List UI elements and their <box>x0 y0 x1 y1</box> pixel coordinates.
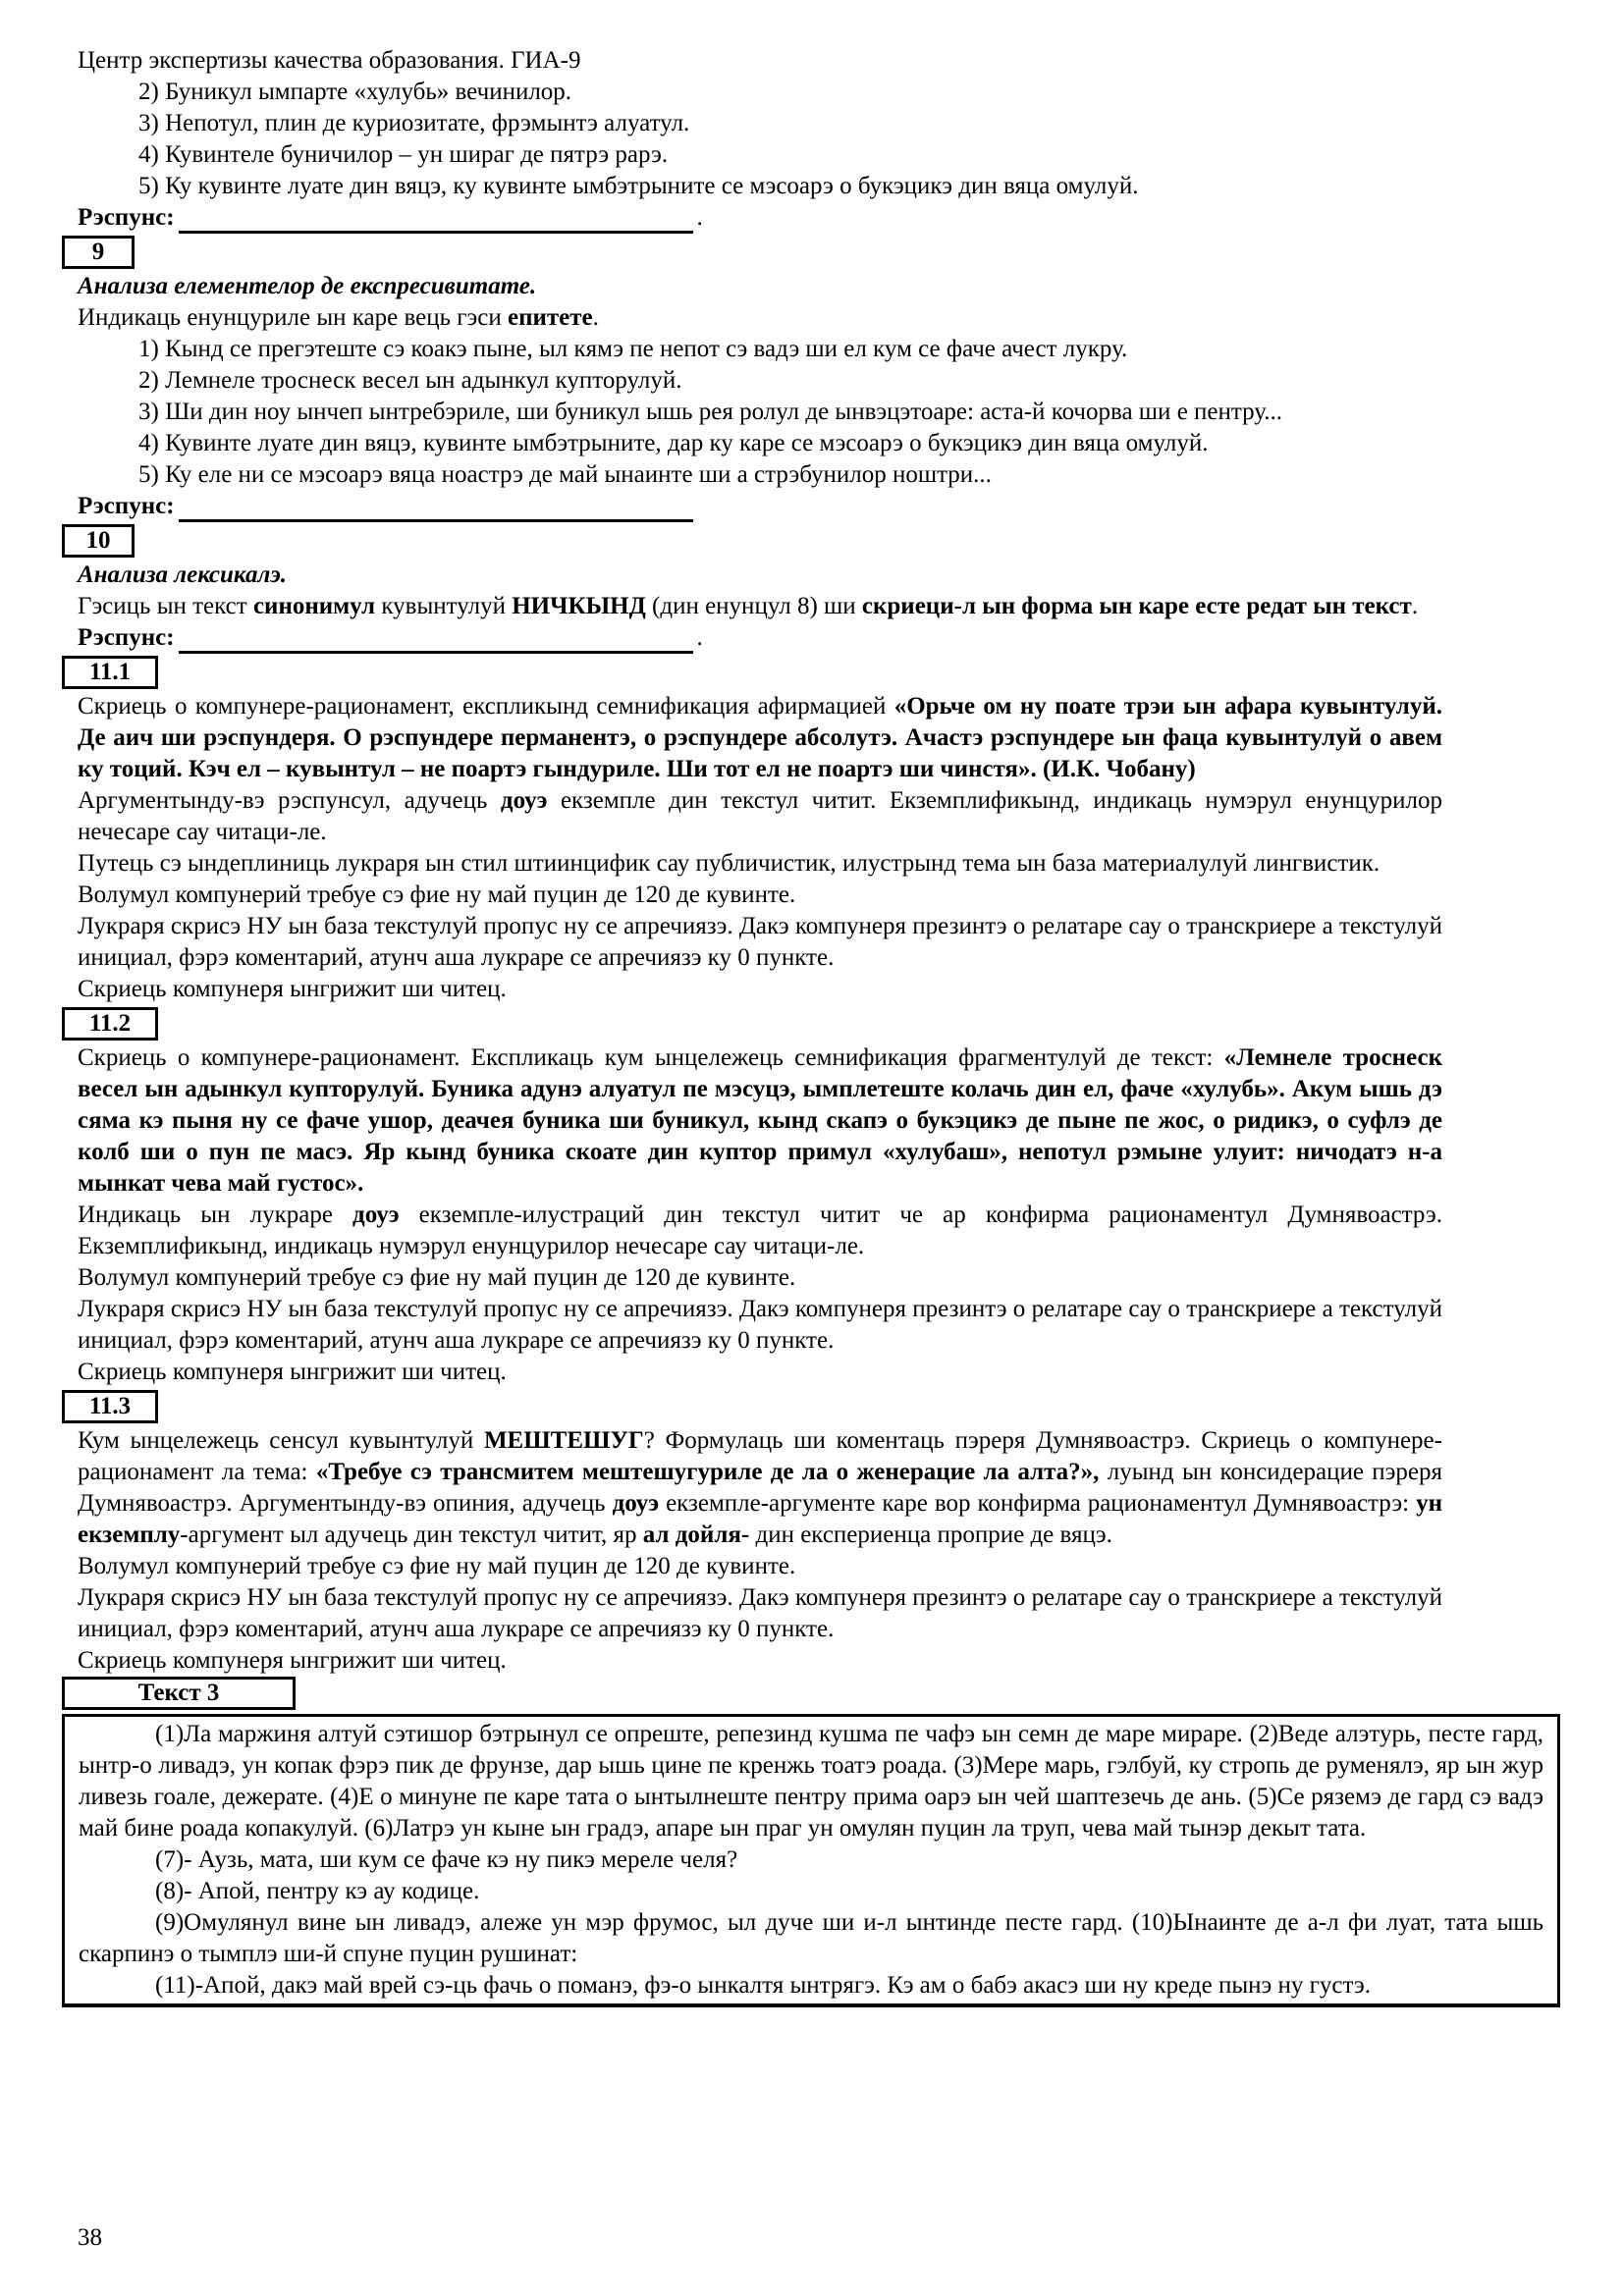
quote: «Лемнеле троснеск весел ын адынкул купторулуй. Буника адунэ алуатул пе мэсуцэ, ымплетеште колачь дин ел, фаче «хулубь». Акум ышь дэ сяма кэ пыня ну се фаче ушор, деачея буника ши буникул, кынд скапэ о букэцикэ де пыне пе жос, о ридикэ, о суфлэ де колб ши о пун пе масэ. Яр кынд буника скоате дин куптор примул «хулубаш», непотул рэмыне улуит: ничодатэ н-а мынкат чева май густос». <box>78 1044 1442 1197</box>
quote: «Орьче ом ну поате трэи ын афара кувынтулуй. Де аич ши рэспундеря. О рэспундере перманентэ, о рэспундере абсолутэ. Ачастэ рэспундере ын фаца кувынтулуй о авем ку тоций. Кэч ел – кувынтул – не поартэ гындуриле. Ши тот ел не поартэ ши чинстя». (И.К. Чобану) <box>78 693 1442 782</box>
task-prompt: Скриець о компунере-рационамент, експликынд семнификация афирмацией «Орьче ом ну поате трэи ын афара кувынтулуй. Де аич ши рэспундеря. О рэспундере перманентэ, о рэспундере абсолутэ. Ачастэ рэспундере ын фаца кувынтулуй о авем ку тоций. Кэч ел – кувынтул – не поартэ гындуриле. Ши тот ел не поартэ ши чинстя». (И.К. Чобану) <box>78 693 1442 782</box>
text3-box <box>62 1714 1560 2007</box>
task-paragraph: Путець сэ ындеплиниць лукраря ын стил штиинцифик сау публичистик, илустрынд тема ын база материалулуй лингвистик. <box>78 850 1380 877</box>
option-item: 3) Непотул, плин де куриозитате, фрэмынтэ алуатул. <box>138 110 690 136</box>
text3-paragraph: (9)Омулянул вине ын ливадэ, алеже ун мэр фрумос, ыл дуче ши и-л ынтинде песте гард. (10)Ынаинте де а-л фи луат, тата ышь скарпинэ о тымплэ ши-й спуне пуцин рушинат: <box>79 1909 1543 1967</box>
task8-options <box>78 77 1442 202</box>
text3-label: Текст 3 <box>62 1677 296 1710</box>
task10-answer: Рэспунс: . <box>78 622 1442 654</box>
task9-options <box>78 334 1442 491</box>
text3-paragraph: (8)- Апой, пентру кэ ау кодице. <box>155 1878 480 1904</box>
task-paragraph: Лукраря скрисэ НУ ын база текстулуй пропус ну се апречиязэ. Дакэ компунеря презинтэ о релатаре сау о транскриере а текстулуй инициал, фэрэ коментарий, атунч аша лукраре се апречиязэ ку 0 пункте. <box>78 1296 1442 1354</box>
option-item: 5) Ку еле ни се мэсоарэ вяца ноастрэ де май ынаинте ши а стрэбунилор ноштри... <box>138 461 992 488</box>
option-item: 3) Ши дин ноу ынчеп ынтребэриле, ши буникул ышь рея ролул де ынвэцэтоаре: аста-й кочорва ши е пентру... <box>138 399 1283 425</box>
task-number-box: 10 <box>62 524 135 558</box>
option-item: 5) Ку кувинте луате дин вяцэ, ку кувинте ымбэтрыните се мэсоарэ о букэцикэ дин вяца омулуй. <box>138 173 1139 199</box>
task-number-box: 9 <box>62 236 135 269</box>
task-paragraph: Скриець компунеря ынгрижит ши читец. <box>78 1359 507 1385</box>
task-paragraph: Волумул компунерий требуе сэ фие ну май пуцин де 120 де кувинте. <box>78 881 796 908</box>
task-instruction: Гэсиць ын текст синонимул кувынтулуй НИЧКЫНД (дин енунцул 8) ши скриеци-л ын форма ын каре есте редат ын текст. <box>78 593 1419 619</box>
page-header: Центр экспертизы качества образования. ГИА-9 <box>78 47 581 74</box>
answer-label: Рэспунс: <box>78 204 175 231</box>
option-item: 4) Кувинтеле буничилор – ун шираг де пятрэ рарэ. <box>138 141 669 168</box>
task9-answer <box>78 491 1442 522</box>
task-paragraph: Индикаць ын лукраре доуэ екземпле-илустраций дин текстул читит че ар конфирма рационаментул Думнявоастрэ. Екземплификынд, индикаць нумэрул енунцурилор нечесаре сау читаци-ле. <box>78 1201 1442 1259</box>
task-paragraph: Скриець компунеря ынгрижит ши читец. <box>78 1647 507 1674</box>
task-heading: Анализа елементелор де експресивитате. <box>78 273 537 299</box>
answer-blank[interactable] <box>179 498 693 522</box>
task-instruction: Индикаць енунцуриле ын каре вець гэси епитете. <box>78 304 599 331</box>
task-prompt: Кум ынцележець сенсул кувынтулуй МЕШТЕШУГ? Формулаць ши коментаць пэреря Думнявоастрэ. Скриець о компунере-рационамент ла тема: «Требуе сэ трансмитем мештешугуриле де ла о женерацие ла алта?», луынд ын консидерацие пэреря Думнявоастрэ. Аргументынду-вэ опиния, адучець доуэ екземпле-аргументе каре вор конфирма рационаментул Думнявоастрэ: ун екземплу-аргумент ыл адучець дин текстул читит, яр ал дойля- дин експериенца проприе де вяцэ. <box>78 1427 1442 1548</box>
option-item: 2) Лемнеле троснеск весел ын адынкул купторулуй. <box>138 367 682 394</box>
task-prompt: Скриець о компунере-рационамент. Експликаць кум ынцележець семнификация фрагментулуй де текст: «Лемнеле троснеск весел ын адынкул купторулуй. Буника адунэ алуатул пе мэсуцэ, ымплетеште колачь дин ел, фаче «хулубь». Акум ышь дэ сяма кэ пыня ну се фаче ушор, деачея буника ши буникул, кынд скапэ о букэцикэ де пыне пе жос, о ридикэ, о суфлэ де колб ши о пун пе масэ. Яр кынд буника скоате дин куптор примул «хулубаш», непотул рэмыне улуит: ничодатэ н-а мынкат чева май густос». <box>78 1044 1442 1197</box>
task8-answer: Рэспунс: . <box>78 202 1442 234</box>
answer-blank[interactable] <box>179 209 693 234</box>
text3-paragraph: (7)- Аузь, мата, ши кум се фаче кэ ну пикэ мереле челя? <box>155 1846 738 1873</box>
task-number-box: 11.3 <box>62 1390 158 1423</box>
document-page <box>78 45 1543 2007</box>
task-paragraph: Аргументынду-вэ рэспунсул, адучець доуэ екземпле дин текстул читит. Екземплификынд, индикаць нумэрул енунцурилор нечесаре сау читаци-ле. <box>78 787 1442 845</box>
task-paragraph: Лукраря скрисэ НУ ын база текстулуй пропус ну се апречиязэ. Дакэ компунеря презинтэ о релатаре сау о транскриере а текстулуй инициал, фэрэ коментарий, атунч аша лукраре се апречиязэ ку 0 пункте. <box>78 1584 1442 1642</box>
task-paragraph: Скриець компунеря ынгрижит ши читец. <box>78 976 507 1002</box>
page-number: 38 <box>78 2224 102 2251</box>
task-paragraph: Волумул компунерий требуе сэ фие ну май пуцин де 120 де кувинте. <box>78 1264 796 1291</box>
option-item: 4) Кувинте луате дин вяцэ, кувинте ымбэтрыните, дар ку каре се мэсоарэ о букэцикэ дин вяца омулуй. <box>138 430 1209 456</box>
option-item: 2) Буникул ымпарте «хулубь» вечинилор. <box>138 79 572 105</box>
text3-paragraph: (11)-Апой, дакэ май врей сэ-ць фачь о поманэ, фэ-о ынкалтя ынтрягэ. Кэ ам о бабэ акасэ ши ну креде пынэ ну густэ. <box>155 1972 1371 1999</box>
task-number-box: 11.2 <box>62 1007 158 1041</box>
task-heading: Анализа лексикалэ. <box>78 561 287 588</box>
answer-label: Рэспунс: <box>78 493 175 519</box>
text3-paragraph: (1)Ла маржиня алтуй сэтишор бэтрынул се опреште, репезинд кушма пе чафэ ын семн де маре мираре. (2)Веде алэтурь, песте гард, ынтр-о ливадэ, ун копак фэрэ пик де фрунзе, дар ышь цине пе кренжь тоатэ роада. (3)Мере марь, гэлбуй, ку стропь де руменялэ, яр ын жур ливезь гоале, дежерате. (4)Е о минуне пе каре тата о ынтылнеште пентру прима оарэ ын чей шаптезечь де ань. (5)Се ряземэ де гард сэ вадэ май бине роада копакулуй. (6)Латрэ ун кыне ын градэ, апаре ын праг ун омулян пуцин ла труп, чева май тынэр декыт тата. <box>79 1721 1543 1842</box>
option-item: 1) Кынд се прегэтеште сэ коакэ пыне, ыл кямэ пе непот сэ вадэ ши ел кум се фаче ачест лукру. <box>138 336 1128 362</box>
answer-label: Рэспунс: <box>78 624 175 651</box>
task-paragraph: Лукраря скрисэ НУ ын база текстулуй пропус ну се апречиязэ. Дакэ компунеря презинтэ о релатаре сау о транскриере а текстулуй инициал, фэрэ коментарий, атунч аша лукраре се апречиязэ ку 0 пункте. <box>78 913 1442 971</box>
task-number-box: 11.1 <box>62 656 158 689</box>
task-paragraph: Волумул компунерий требуе сэ фие ну май пуцин де 120 де кувинте. <box>78 1553 796 1579</box>
answer-blank[interactable] <box>179 629 693 654</box>
